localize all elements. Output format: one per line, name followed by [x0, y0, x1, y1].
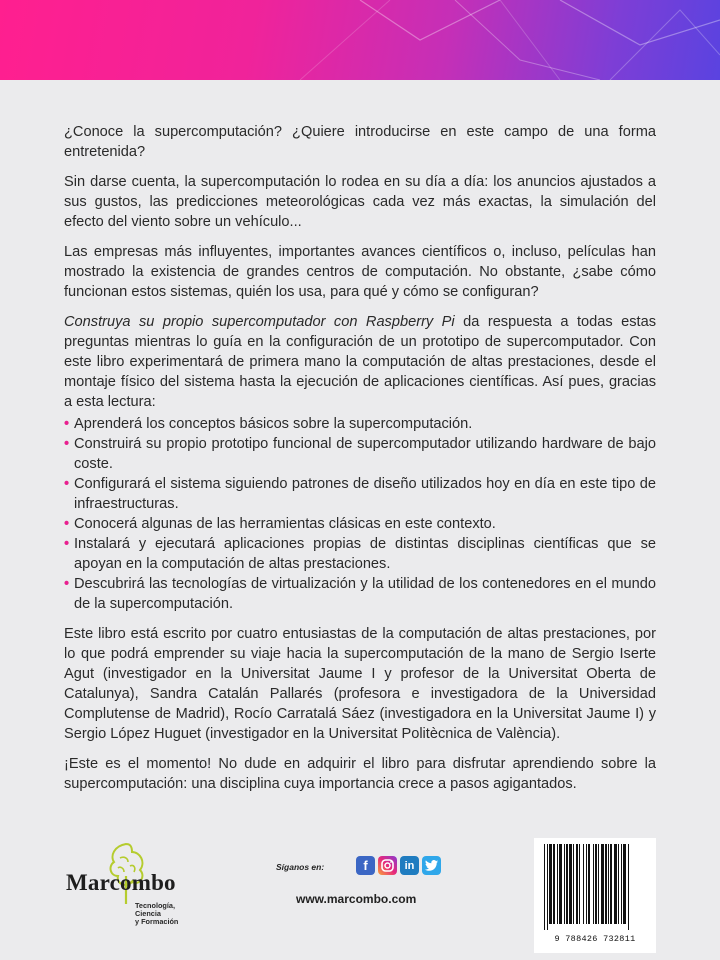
- book-description: da respuesta a todas estas preguntas mientras lo guía en la configuración de un prototipo de supercomputador. Con este libro experimentará de primera mano la computación de altas prestaciones, desde el montaje físico del sistema hasta la ejecución de aplicaciones científicas. Así pues, gracias a esta lectura:: [64, 314, 657, 410]
- social-section: [276, 856, 466, 916]
- cover-footer: [0, 820, 720, 960]
- publisher-logo: [66, 842, 226, 942]
- back-cover-text: [64, 122, 656, 804]
- list-item: • Configurará el sistema siguiendo patrones de diseño utilizados hoy en día en este tipo de infraestructuras.: [64, 474, 656, 514]
- twitter-icon[interactable]: [422, 856, 441, 875]
- book-paragraph: [64, 312, 656, 412]
- barcode-bars: [538, 842, 652, 932]
- follow-label: Síganos en:: [276, 862, 325, 872]
- closing-paragraph: ¡Este es el momento! No dude en adquirir el libro para disfrutar aprendiendo sobre la supercomputación: una disciplina cuya importancia crece a pasos agigantados.: [64, 756, 656, 792]
- intro-paragraph: ¿Conoce la supercomputación? ¿Quiere introducirse en este campo de una forma entretenida?: [64, 124, 656, 160]
- decorative-lines: [0, 0, 720, 80]
- facebook-icon[interactable]: f: [356, 856, 375, 875]
- top-gradient-band: [0, 0, 720, 80]
- book-title: Construya su propio supercomputador con Raspberry Pi: [64, 314, 455, 330]
- linkedin-icon[interactable]: in: [400, 856, 419, 875]
- website-link[interactable]: www.marcombo.com: [296, 892, 417, 906]
- list-item: • Descubrirá las tecnologías de virtualización y la utilidad de los contenedores en el mundo de la supercomputación.: [64, 574, 656, 614]
- authors-paragraph: Este libro está escrito por cuatro entusiastas de la computación de altas prestaciones, por lo que podrá emprender su viaje hacia la supercomputación de la mano de Sergio Iserte Agut (investigador en la Universitat Jaume I y profesor de la Universitat Oberta de Catalunya), Sandra Catalán Pallarés (profesora e investigadora de la Universidad Complutense de Madrid), Rocío Carratalá Sáez (investigadora en la Universitat Jaume I) y Sergio López Huguet (investigador en la Universitat Politècnica de València).: [64, 626, 656, 742]
- barcode-number: 9 788426 732811: [554, 934, 636, 944]
- isbn-barcode: [534, 838, 656, 953]
- social-icons: [356, 856, 441, 878]
- publisher-tagline: Tecnología, Ciencia y Formación: [135, 901, 179, 926]
- publisher-name: Marcombo: [66, 870, 176, 895]
- list-item: • Construirá su propio prototipo funcional de supercomputador utilizando hardware de bajo coste.: [64, 434, 656, 474]
- list-item: • Aprenderá los conceptos básicos sobre la supercomputación.: [64, 414, 656, 434]
- learning-list: [64, 414, 656, 614]
- list-item: • Instalará y ejecutará aplicaciones propias de distintas disciplinas científicas que se apoyan en la computación de altas prestaciones.: [64, 534, 656, 574]
- list-item: • Conocerá algunas de las herramientas clásicas en este contexto.: [64, 514, 656, 534]
- everyday-paragraph: Sin darse cuenta, la supercomputación lo rodea en su día a día: los anuncios ajustados a sus gustos, las predicciones meteorológicas cada vez más exactas, la simulación del efecto del viento sobre un vehículo...: [64, 174, 656, 230]
- instagram-icon[interactable]: [378, 856, 397, 875]
- centers-paragraph: Las empresas más influyentes, importantes avances científicos o, incluso, películas han mostrado la existencia de grandes centros de computación. No obstante, ¿sabe cómo funcionan estos sistemas, quién los usa, para qué y cómo se configuran?: [64, 244, 656, 300]
